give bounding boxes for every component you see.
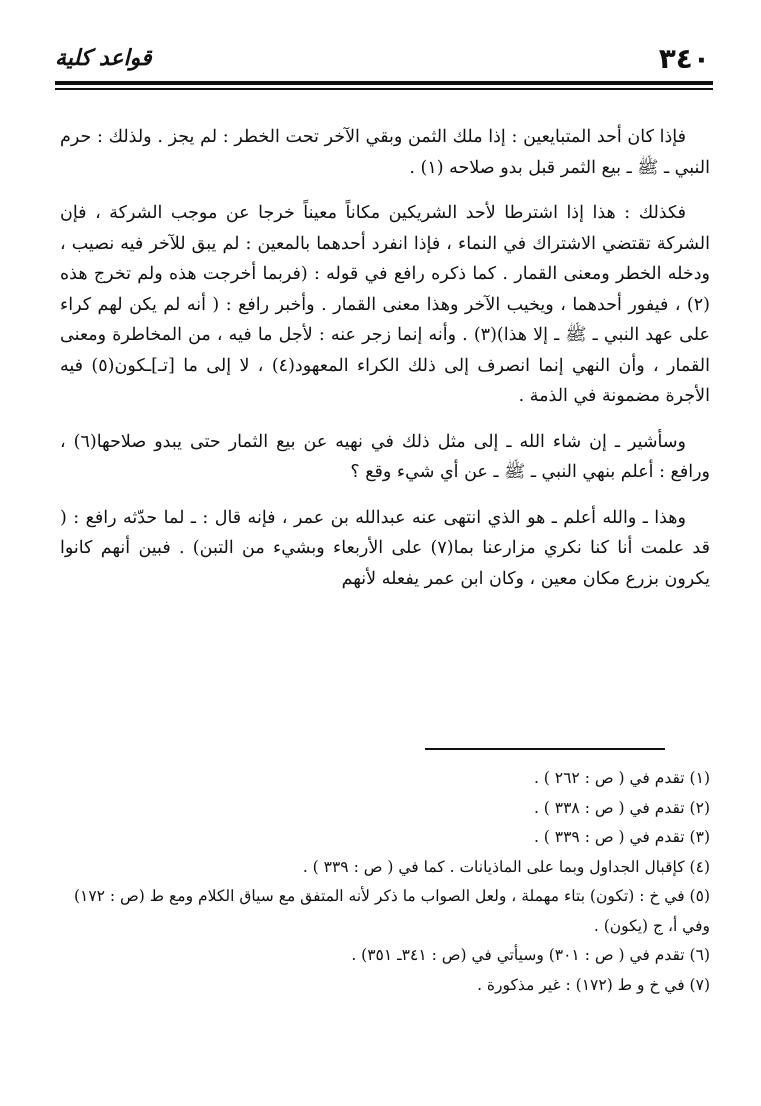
page-number: ٣٤٠ [658,42,710,75]
footnote: (٧) في خ و ط (١٧٢) : غير مذكورة . [477,975,710,994]
paragraph: وهذا ـ والله أعلم ـ هو الذي انتهى عنه عبدالله بن عمر ، فإنه قال : ـ لما حدّثه رافع : ( قد علمت أنا كنا نكري مزارعنا بما(٧) على الأربعاء وبشيء من التبن) . فبين أنهم كانوا يكرون بزرع مكان معين ، وكان ابن عمر يفعله لأنهم [60,507,710,589]
page-header [55,40,710,80]
main-text [60,122,710,609]
footnote: (٤) كإقبال الجداول وبما على الماذيانات . كما في ( ص : ٣٣٩ ) . [302,857,710,876]
footnote: (٣) تقدم في ( ص : ٣٣٩ ) . [533,828,710,846]
paragraph: وسأشير ـ إن شاء الله ـ إلى مثل ذلك في نهيه عن بيع الثمار حتى يبدو صلاحها(٦) ، ورافع : أعلم بنهي النبي ـ ﷺ ـ عن أي شيء وقع ؟ [60,431,710,482]
header-rule-thin [55,88,713,90]
footnote: (٦) تقدم في ( ص : ٣٠١) وسيأتي في (ص : ٣٤١ـ ٣٥١) . [351,946,710,964]
footnotes [60,764,710,1000]
running-title: قواعد كلية [55,46,152,71]
footnote-separator [425,748,665,750]
footnote: (١) تقدم في ( ص : ٢٦٢ ) . [533,769,710,787]
footnote: (٢) تقدم في ( ص : ٣٣٨ ) . [533,798,710,817]
paragraph: فإذا كان أحد المتبايعين : إذا ملك الثمن وبقي الآخر تحت الخطر : لم يجز . ولذلك : حرم النبي ـ ﷺ ـ بيع الثمر قبل بدو صلاحه (١) . [60,127,710,178]
paragraph: فكذلك : هذا إذا اشترطا لأحد الشريكين مكاناً معيناً خرجا عن موجب الشركة ، فإن الشركة تقتضي الاشتراك في النماء ، فإذا انفرد أحدهما بالمعين : لم يبق للآخر فيه نصيب ، ودخله الخطر ومعنى القمار . كما ذكره رافع في قوله : (فربما أخرجت هذه ولم تخرج هذه (٢) ، فيفور أحدهما ، ويخيب الآخر وهذا معنى القمار . وأخبر رافع : ( أنه لم يكن لهم كراء على عهد النبي ـ ﷺ ـ إلا هذا)(٣) . وأنه إنما زجر عنه : لأجل ما فيه ، من المخاطرة ومعنى القمار ، وأن النهي إنما انصرف إلى ذلك الكراء المعهود(٤) ، لا إلى ما [تـ]ـكون(٥) فيه الأجرة مضمونة في الذمة . [60,203,711,406]
header-rule-thick [55,81,713,85]
footnote: (٥) في خ : (تكون) بتاء مهملة ، ولعل الصواب ما ذكر لأنه المتفق مع سياق الكلام ومع ط (ص : ١٧٢) وفي أ، ج (يكون) . [73,887,710,935]
